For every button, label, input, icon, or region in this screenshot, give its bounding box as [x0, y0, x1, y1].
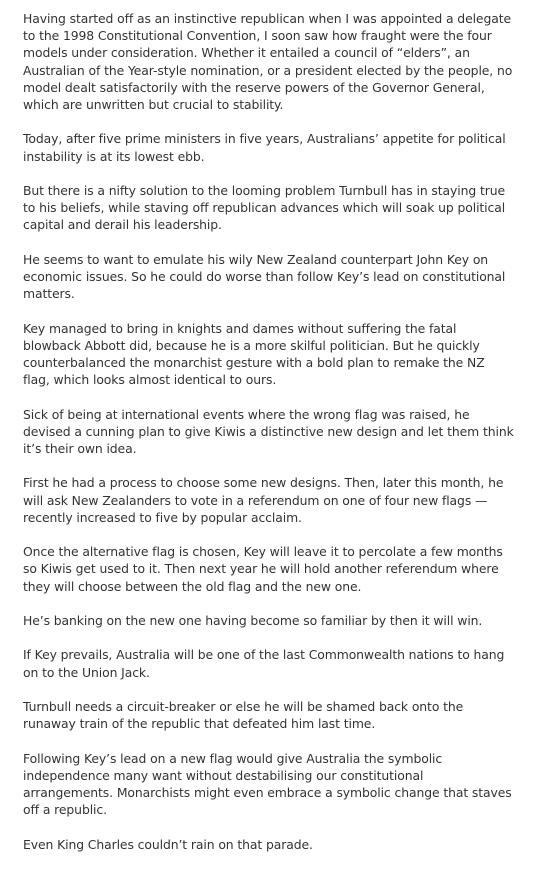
paragraph-5: Key managed to bring in knights and dames without suffering the fatal blowback Abbott did, because he is a more skilful politician. But he quickly counterbalanced the monarchist gesture with a bold plan to remake the NZ flag, which looks almost identical to ours.: [23, 320, 485, 388]
paragraph-13: Even King Charles couldn’t rain on that parade.: [23, 836, 313, 852]
article-body: [23, 10, 515, 870]
paragraph-4: He seems to want to emulate his wily New Zealand counterpart John Key on economic issues. So he could do worse than follow Key’s lead on constitutional matters.: [23, 251, 506, 302]
paragraph-2: Today, after five prime ministers in five years, Australians’ appetite for political instability is at its lowest ebb.: [23, 131, 506, 164]
paragraph-1: Having started off as an instinctive republican when I was appointed a delegate to the 1998 Constitutional Convention, I soon saw how fraught were the four models under consideration. Whether it entailed a council of “elders”, an Australian of the Year-style nomination, or a president elected by the people, no model dealt satisfactorily with the reserve powers of the Governor General, which are unwritten but crucial to stability.: [23, 11, 513, 113]
paragraph-8: Once the alternative flag is chosen, Key will leave it to percolate a few months so Kiwis get used to it. Then next year he will hold another referendum where they will choose between the old flag and the new one.: [23, 544, 503, 594]
paragraph-7: First he had a process to choose some new designs. Then, later this month, he will ask New Zealanders to vote in a referendum on one of four new flags — recently increased to five by popular acclaim.: [23, 475, 504, 525]
paragraph-3: But there is a nifty solution to the looming problem Turnbull has in staying true to his beliefs, while staving off republican advances which will soak up political capital and derail his leadership.: [23, 183, 506, 233]
paragraph-6: Sick of being at international events where the wrong flag was raised, he devised a cunning plan to give Kiwis a distinctive new design and let them think it’s their own idea.: [23, 406, 514, 456]
paragraph-9: He’s banking on the new one having become so familiar by then it will win.: [23, 612, 483, 628]
paragraph-11: Turnbull needs a circuit-breaker or else he will be shamed back onto the runaway train of the republic that defeated him last time.: [23, 698, 464, 732]
paragraph-12: Following Key’s lead on a new flag would give Australia the symbolic independence many want without destabilising our constitutional arrangements. Monarchists might even embrace a symbolic change that staves off a republic.: [23, 750, 512, 818]
paragraph-10: If Key prevails, Australia will be one of the last Commonwealth nations to hang on to the Union Jack.: [23, 647, 505, 680]
